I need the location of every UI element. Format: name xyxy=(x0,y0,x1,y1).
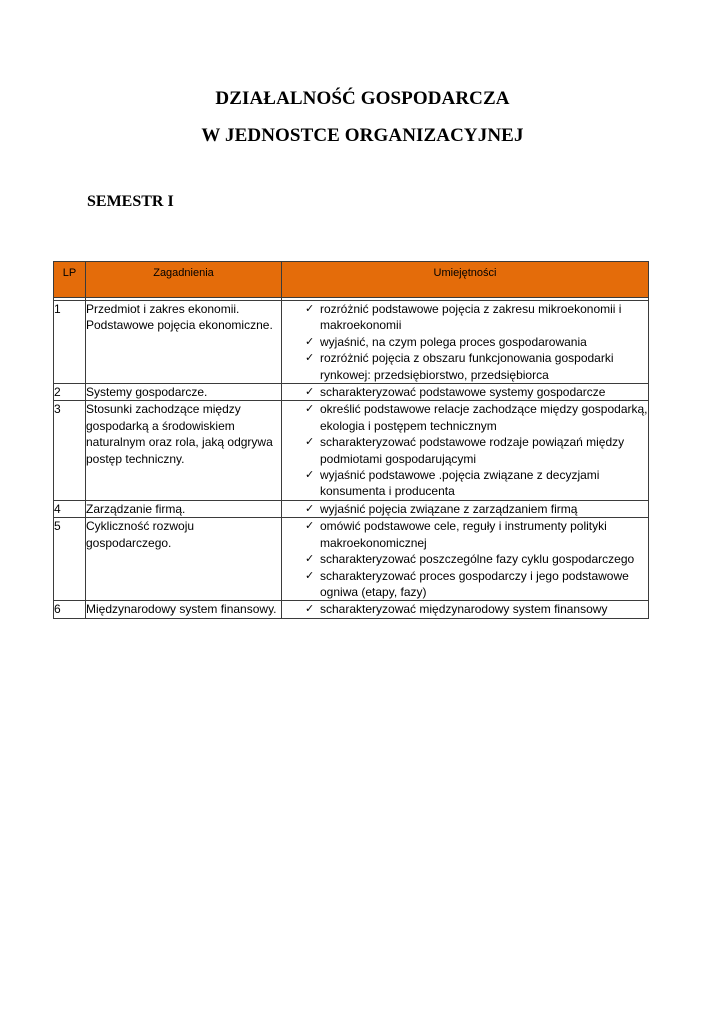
skill-item xyxy=(282,601,648,617)
table-row xyxy=(54,500,649,517)
checkmark-icon: ✓ xyxy=(305,552,315,566)
skills-list xyxy=(282,384,648,400)
table-row xyxy=(54,518,649,601)
column-header-lp: LP xyxy=(54,262,86,298)
skills-list xyxy=(282,301,648,383)
checkmark-icon: ✓ xyxy=(305,501,315,515)
checkmark-icon: ✓ xyxy=(305,602,315,616)
table-row xyxy=(54,301,649,384)
checkmark-icon: ✓ xyxy=(305,435,315,449)
skill-item xyxy=(282,384,648,400)
skill-text: rozróżnić podstawowe pojęcia z zakresu mikroekonomii i makroekonomii xyxy=(320,302,622,333)
checkmark-icon: ✓ xyxy=(305,385,315,399)
skills-list xyxy=(282,601,648,617)
skill-text: wyjaśnić, na czym polega proces gospodarowania xyxy=(320,334,587,349)
column-header-skills: Umiejętności xyxy=(282,262,649,298)
skill-text: określić podstawowe relacje zachodzące między gospodarką, ekologia i postępem technicznym xyxy=(320,402,648,433)
skills-list xyxy=(282,501,648,517)
row-topic: Przedmiot i zakres ekonomii. Podstawowe pojęcia ekonomiczne. xyxy=(86,301,282,384)
row-skills xyxy=(282,601,649,618)
row-topic: Cykliczność rozwoju gospodarczego. xyxy=(86,518,282,601)
row-topic: Zarządzanie firmą. xyxy=(86,500,282,517)
skill-item xyxy=(282,434,648,467)
row-skills xyxy=(282,384,649,401)
row-number: 4 xyxy=(54,500,86,517)
row-topic: Stosunki zachodzące między gospodarką a środowiskiem naturalnym oraz rola, jaką odgrywa postęp techniczny. xyxy=(86,401,282,500)
column-header-topic: Zagadnienia xyxy=(86,262,282,298)
curriculum-table xyxy=(53,261,649,619)
row-number: 1 xyxy=(54,301,86,384)
document-title-line-1: DZIAŁALNOŚĆ GOSPODARCZA xyxy=(215,88,510,109)
skills-list xyxy=(282,401,648,499)
semester-heading: SEMESTR I xyxy=(87,193,174,210)
row-number: 6 xyxy=(54,601,86,618)
row-skills xyxy=(282,500,649,517)
skill-text: scharakteryzować podstawowe systemy gospodarcze xyxy=(320,385,606,400)
table-row xyxy=(54,384,649,401)
checkmark-icon: ✓ xyxy=(305,468,315,482)
skill-item xyxy=(282,334,648,350)
table-row xyxy=(54,601,649,618)
checkmark-icon: ✓ xyxy=(305,351,315,365)
row-number: 5 xyxy=(54,518,86,601)
skill-text: rozróżnić pojęcia z obszaru funkcjonowania gospodarki rynkowej: przedsiębiorstwo, przedsiębiorca xyxy=(320,351,614,382)
skill-item xyxy=(282,301,648,334)
checkmark-icon: ✓ xyxy=(305,568,315,582)
skill-item xyxy=(282,551,648,567)
table-header-row xyxy=(54,262,649,298)
row-number: 3 xyxy=(54,401,86,500)
row-skills xyxy=(282,301,649,384)
skills-list xyxy=(282,518,648,600)
skill-item xyxy=(282,568,648,601)
skill-text: omówić podstawowe cele, reguły i instrumenty polityki makroekonomicznej xyxy=(320,519,607,550)
row-skills xyxy=(282,518,649,601)
skill-text: scharakteryzować międzynarodowy system finansowy xyxy=(320,602,608,617)
skill-text: scharakteryzować poszczególne fazy cyklu gospodarczego xyxy=(320,552,635,567)
row-topic: Międzynarodowy system finansowy. xyxy=(86,601,282,618)
skill-item xyxy=(282,501,648,517)
row-topic: Systemy gospodarcze. xyxy=(86,384,282,401)
skill-item xyxy=(282,350,648,383)
checkmark-icon: ✓ xyxy=(305,402,315,416)
table-row xyxy=(54,401,649,500)
skill-text: wyjaśnić podstawowe .pojęcia związane z decyzjami konsumenta i producenta xyxy=(320,468,600,499)
skill-text: scharakteryzować proces gospodarczy i jego podstawowe ogniwa (etapy, fazy) xyxy=(320,568,629,599)
skill-text: wyjaśnić pojęcia związane z zarządzaniem firmą xyxy=(320,501,578,516)
row-skills xyxy=(282,401,649,500)
checkmark-icon: ✓ xyxy=(305,334,315,348)
skill-item xyxy=(282,467,648,500)
skill-text: scharakteryzować podstawowe rodzaje powiązań między podmiotami gospodarującymi xyxy=(320,435,625,466)
table-body xyxy=(54,298,649,619)
document-title-line-2: W JEDNOSTCE ORGANIZACYJNEJ xyxy=(201,125,524,146)
skill-item xyxy=(282,518,648,551)
row-number: 2 xyxy=(54,384,86,401)
checkmark-icon: ✓ xyxy=(305,519,315,533)
skill-item xyxy=(282,401,648,434)
checkmark-icon: ✓ xyxy=(305,302,315,315)
